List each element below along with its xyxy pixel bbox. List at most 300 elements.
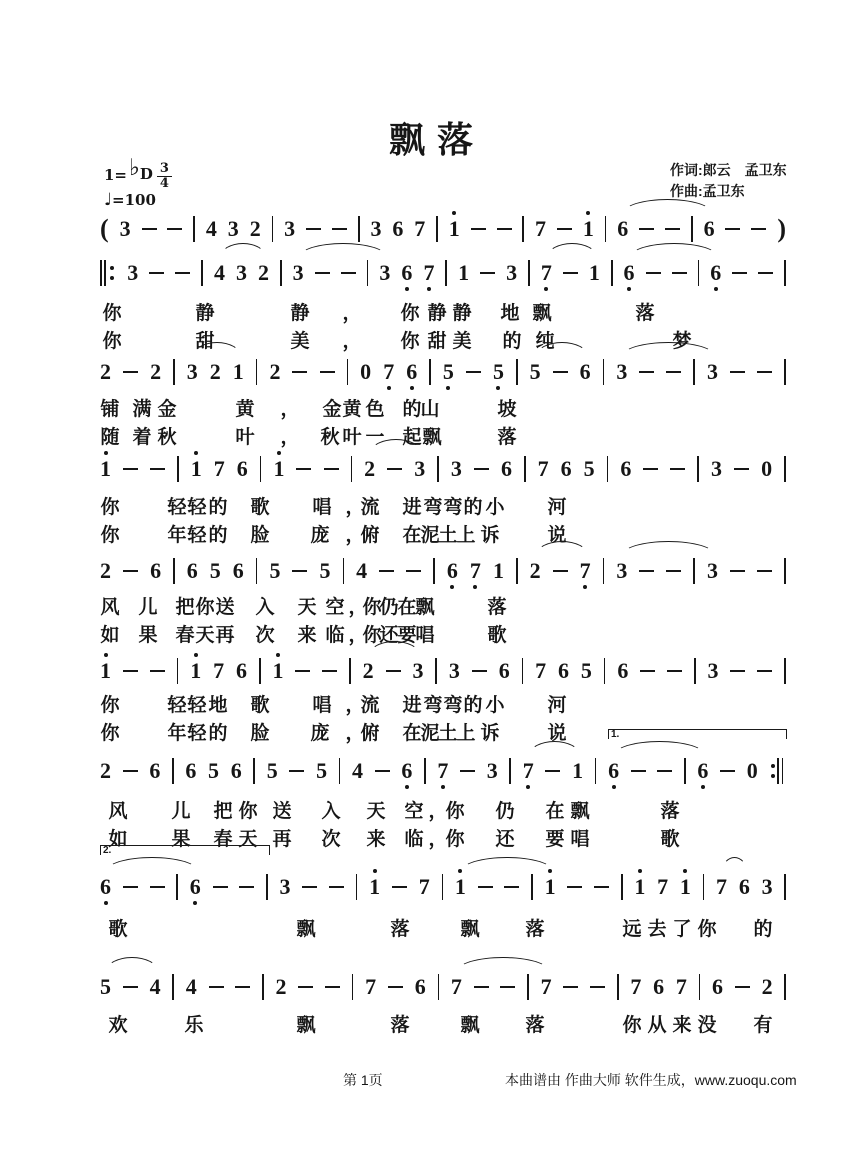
lyric-syllable: 轻 bbox=[167, 695, 187, 716]
dash-note bbox=[392, 886, 407, 888]
lyric-syllable: 流 bbox=[360, 695, 380, 716]
note: 5 bbox=[443, 361, 454, 383]
lyric-syllable: 的 bbox=[463, 497, 483, 518]
lyric-syllable: 黄 bbox=[342, 399, 362, 420]
note: 7 bbox=[423, 262, 434, 284]
barline bbox=[603, 558, 605, 584]
lyric-syllable: 满 bbox=[132, 399, 152, 420]
dash-note bbox=[567, 886, 582, 888]
lyric-syllable: 俯 bbox=[360, 723, 380, 744]
note: 2 bbox=[209, 359, 221, 384]
note: 1 bbox=[272, 660, 283, 682]
lyric-syllable: 泥 bbox=[420, 723, 440, 744]
lyric-syllable: 你 bbox=[238, 801, 258, 822]
note: 3 bbox=[616, 359, 628, 384]
note: 7 bbox=[470, 560, 481, 582]
slur bbox=[106, 857, 198, 871]
dash-note bbox=[289, 770, 304, 772]
lyric-syllable: 仍 bbox=[495, 801, 515, 822]
lyric-syllable: 把 bbox=[213, 801, 233, 822]
lyric-syllable: 静 bbox=[195, 303, 215, 324]
note: 3 bbox=[486, 758, 498, 783]
lyric-syllable: 歌 bbox=[487, 625, 507, 646]
note: 7 bbox=[716, 874, 728, 899]
dash-note bbox=[292, 570, 307, 572]
lyric-syllable: 远 bbox=[622, 919, 642, 940]
octave-dot-low bbox=[387, 386, 391, 390]
note: 4 bbox=[205, 216, 217, 241]
note: 3 bbox=[616, 558, 628, 583]
lyric-syllable: 轻 bbox=[167, 497, 187, 518]
note: 2 bbox=[100, 359, 111, 384]
barline bbox=[173, 359, 175, 385]
dash-note bbox=[341, 272, 356, 274]
lyric-syllable: 还 bbox=[495, 829, 515, 850]
note: 5 bbox=[583, 456, 595, 481]
lyric-syllable: 进 bbox=[402, 695, 422, 716]
lyric-syllable: 你 bbox=[362, 597, 382, 618]
lyric-syllable: 坡 bbox=[497, 399, 517, 420]
dash-note bbox=[123, 986, 138, 988]
meter-denominator: 4 bbox=[157, 176, 172, 191]
barline bbox=[367, 260, 369, 286]
barline bbox=[693, 558, 695, 584]
lyric-syllable: 上 bbox=[456, 723, 476, 744]
lyric-syllable: 来 bbox=[672, 1015, 692, 1036]
dash-note bbox=[563, 986, 578, 988]
octave-dot-high bbox=[104, 653, 108, 657]
song-title: 飘落 bbox=[388, 119, 485, 161]
dash-note bbox=[123, 886, 138, 888]
lyric-syllable: 你 bbox=[400, 303, 420, 324]
note: 6 bbox=[620, 456, 632, 481]
barline bbox=[435, 658, 437, 684]
dash-note bbox=[553, 570, 568, 572]
lyric-syllable: 地 bbox=[208, 695, 228, 716]
slur bbox=[299, 243, 387, 257]
note: 2 bbox=[269, 359, 281, 384]
note: 6 bbox=[150, 558, 162, 583]
note: 6 bbox=[617, 216, 629, 241]
lyric-syllable: 歌 bbox=[250, 497, 270, 518]
lyric-syllable: 你 bbox=[102, 303, 122, 324]
dash-note bbox=[123, 468, 138, 470]
lyric-syllable: 飘 bbox=[570, 801, 590, 822]
barline bbox=[201, 260, 203, 286]
barline bbox=[433, 558, 435, 584]
lyric-syllable: 欢 bbox=[108, 1015, 128, 1036]
note: 7 bbox=[414, 216, 426, 241]
lyric-syllable: 你 bbox=[100, 497, 120, 518]
dash-note bbox=[387, 468, 402, 470]
octave-dot-high bbox=[586, 211, 590, 215]
note: 5 bbox=[319, 558, 331, 583]
dash-note bbox=[329, 886, 344, 888]
note: 1 bbox=[369, 876, 380, 898]
octave-dot-high bbox=[194, 451, 198, 455]
lyric-syllable: 落 bbox=[660, 801, 680, 822]
lyric-syllable: 次 bbox=[255, 625, 275, 646]
dash-note bbox=[666, 371, 681, 373]
barline bbox=[607, 456, 609, 482]
lyric-syllable: 飘 bbox=[296, 919, 316, 940]
dash-note bbox=[292, 371, 307, 373]
barline bbox=[256, 558, 258, 584]
lyric-syllable: 歌 bbox=[660, 829, 680, 850]
dash-note bbox=[557, 228, 572, 230]
music-system-3 bbox=[100, 357, 786, 387]
barline bbox=[177, 456, 179, 482]
note: 3 bbox=[412, 658, 424, 683]
note: 3 bbox=[127, 260, 139, 285]
note: 6 bbox=[406, 361, 417, 383]
barline bbox=[516, 558, 518, 584]
barline bbox=[694, 658, 696, 684]
barline bbox=[266, 874, 268, 900]
dash-note bbox=[732, 272, 747, 274]
dash-note bbox=[472, 670, 487, 672]
dash-note bbox=[730, 570, 745, 572]
note: 1 bbox=[190, 660, 201, 682]
barline bbox=[524, 456, 526, 482]
dash-note bbox=[150, 670, 165, 672]
barline bbox=[272, 216, 274, 242]
lyric-syllable: 你 bbox=[445, 801, 465, 822]
lyric-syllable: 把 bbox=[175, 597, 195, 618]
lyric-syllable: 庞 bbox=[310, 723, 330, 744]
dash-note bbox=[594, 886, 609, 888]
octave-dot-low bbox=[496, 386, 500, 390]
key-signature bbox=[104, 154, 172, 192]
lyric-syllable: 轻 bbox=[187, 723, 207, 744]
lyric-syllable: 歌 bbox=[250, 695, 270, 716]
dash-note bbox=[474, 986, 489, 988]
slur bbox=[722, 857, 747, 871]
dash-note bbox=[466, 371, 481, 373]
dash-note bbox=[672, 272, 687, 274]
lyric-syllable: 秋 bbox=[320, 427, 340, 448]
note: 5 bbox=[269, 558, 281, 583]
lyric-syllable: 再 bbox=[272, 829, 292, 850]
slur bbox=[622, 342, 715, 356]
note: 6 bbox=[232, 558, 244, 583]
lyric-syllable: 落 bbox=[390, 1015, 410, 1036]
lyric-syllable: 来 bbox=[297, 625, 317, 646]
slur bbox=[614, 741, 705, 755]
note: 2 bbox=[249, 216, 261, 241]
octave-dot-low bbox=[544, 287, 548, 291]
lyric-syllable: ， bbox=[348, 625, 368, 646]
dash-note bbox=[497, 228, 512, 230]
dash-note bbox=[657, 770, 672, 772]
note: 4 bbox=[185, 974, 197, 999]
note: 6 bbox=[100, 876, 111, 898]
lyric-syllable: 如 bbox=[100, 625, 120, 646]
dash-note bbox=[640, 670, 655, 672]
dash-note bbox=[639, 570, 654, 572]
note: 1 bbox=[572, 758, 584, 783]
lyric-syllable: 空 bbox=[404, 801, 424, 822]
lyric-syllable: 你 bbox=[102, 331, 122, 352]
barline bbox=[193, 216, 195, 242]
barline bbox=[697, 456, 699, 482]
credits-block bbox=[670, 160, 787, 202]
lyric-syllable: 送 bbox=[215, 597, 235, 618]
note: 1 bbox=[680, 876, 691, 898]
note: 3 bbox=[186, 359, 198, 384]
note: 6 bbox=[236, 456, 248, 481]
dash-note bbox=[406, 570, 421, 572]
note: 1 bbox=[545, 876, 556, 898]
meter-numerator: 3 bbox=[159, 161, 169, 176]
lyric-syllable: 泥 bbox=[420, 525, 440, 546]
octave-dot-high bbox=[638, 869, 642, 873]
note: 3 bbox=[284, 216, 296, 241]
note: 5 bbox=[493, 361, 504, 383]
tempo-value: =100 bbox=[112, 191, 156, 209]
note: 6 bbox=[712, 974, 724, 999]
lyric-syllable: 落 bbox=[525, 1015, 545, 1036]
dash-note bbox=[471, 228, 486, 230]
barline bbox=[617, 974, 619, 1000]
note: 6 bbox=[579, 359, 591, 384]
lyric-syllable: 唱 bbox=[312, 497, 332, 518]
dash-note bbox=[639, 371, 654, 373]
dash-note bbox=[235, 986, 250, 988]
lyric-syllable: 再 bbox=[215, 625, 235, 646]
lyric-syllable: 年 bbox=[167, 525, 187, 546]
repeat-dots bbox=[771, 764, 775, 778]
dash-note bbox=[474, 468, 489, 470]
lyric-syllable: 落 bbox=[635, 303, 655, 324]
octave-dot-low bbox=[410, 386, 414, 390]
note: 2 bbox=[100, 758, 111, 783]
slur bbox=[536, 541, 588, 555]
dash-note bbox=[757, 670, 772, 672]
note: 2 bbox=[362, 658, 374, 683]
lyric-syllable: 河 bbox=[547, 695, 567, 716]
barline bbox=[424, 758, 426, 784]
lyric-syllable: 飘 bbox=[415, 597, 435, 618]
lyric-syllable: 铺 bbox=[100, 399, 120, 420]
octave-dot-high bbox=[373, 869, 377, 873]
lyric-syllable: 秋 bbox=[157, 427, 177, 448]
lyric-syllable: 静 bbox=[290, 303, 310, 324]
dash-note bbox=[375, 770, 390, 772]
lyric-syllable: 叶 bbox=[235, 427, 255, 448]
dash-note bbox=[296, 468, 311, 470]
dash-note bbox=[631, 770, 646, 772]
lyric-syllable: 送 bbox=[272, 801, 292, 822]
note: 7 bbox=[537, 456, 549, 481]
lyric-syllable: 歌 bbox=[108, 919, 128, 940]
dash-note bbox=[757, 371, 772, 373]
lyric-syllable: 要 bbox=[545, 829, 565, 850]
note: 6 bbox=[185, 758, 197, 783]
barline bbox=[693, 359, 695, 385]
note: 2 bbox=[150, 359, 162, 384]
dash-note bbox=[504, 886, 519, 888]
dash-note bbox=[500, 986, 515, 988]
lyric-syllable: 在 bbox=[397, 597, 417, 618]
note: 7 bbox=[535, 216, 546, 241]
slur bbox=[461, 857, 553, 871]
barline bbox=[699, 974, 701, 1000]
lyric-syllable: 弯 bbox=[443, 695, 463, 716]
note: 1 bbox=[100, 660, 111, 682]
lyric-syllable: 次 bbox=[321, 829, 341, 850]
barline bbox=[256, 359, 258, 385]
lyric-syllable: 静 bbox=[427, 303, 447, 324]
key-tonic: D bbox=[139, 164, 153, 183]
note: 0 bbox=[746, 758, 758, 783]
note: 4 bbox=[356, 558, 368, 583]
lyric-syllable: ， bbox=[345, 723, 365, 744]
lyric-syllable: 你 bbox=[100, 723, 120, 744]
lyric-syllable: 弯 bbox=[423, 497, 443, 518]
barline bbox=[611, 260, 613, 286]
lyric-syllable: ， bbox=[345, 695, 365, 716]
volta-label: 1. bbox=[611, 729, 620, 740]
dash-note bbox=[320, 371, 335, 373]
note: 1 bbox=[492, 558, 504, 583]
lyric-syllable: 轻 bbox=[187, 695, 207, 716]
note: 3 bbox=[370, 216, 382, 241]
dash-note bbox=[322, 670, 337, 672]
volta-bracket bbox=[100, 845, 270, 855]
lyric-syllable: 俯 bbox=[360, 525, 380, 546]
lyric-syllable: 起 bbox=[402, 427, 422, 448]
octave-dot-low bbox=[526, 785, 530, 789]
note: 1 bbox=[583, 218, 594, 240]
note: 3 bbox=[450, 456, 462, 481]
lyric-syllable: 小 bbox=[485, 695, 505, 716]
note: 3 bbox=[761, 874, 773, 899]
repeat-end-sign bbox=[769, 758, 785, 784]
lyric-syllable: 乐 bbox=[184, 1015, 204, 1036]
lyric-syllable: 纯 bbox=[535, 331, 555, 352]
music-system-5 bbox=[100, 556, 786, 586]
slur bbox=[457, 957, 549, 971]
lyric-syllable: 唱 bbox=[312, 695, 332, 716]
barline bbox=[352, 974, 354, 1000]
lyric-syllable: 静 bbox=[452, 303, 472, 324]
lyric-syllable: 随 bbox=[100, 427, 120, 448]
lyric-syllable: 美 bbox=[452, 331, 472, 352]
note: 1 bbox=[273, 458, 284, 480]
lyric-syllable: 你 bbox=[697, 919, 717, 940]
note: 7 bbox=[630, 974, 642, 999]
dash-note bbox=[730, 371, 745, 373]
dash-note bbox=[149, 272, 164, 274]
repeat-dots bbox=[110, 266, 114, 280]
lyric-syllable: 飘 bbox=[532, 303, 552, 324]
note: 7 bbox=[383, 361, 394, 383]
dash-note bbox=[757, 570, 772, 572]
lyric-syllable: 飘 bbox=[460, 1015, 480, 1036]
note: 2 bbox=[258, 260, 269, 285]
dash-note bbox=[666, 570, 681, 572]
slur bbox=[547, 243, 597, 257]
lyric-syllable: 儿 bbox=[171, 801, 191, 822]
dash-note bbox=[735, 986, 750, 988]
barline bbox=[351, 456, 353, 482]
dash-note bbox=[123, 670, 138, 672]
barline bbox=[176, 874, 178, 900]
note: 7 bbox=[580, 560, 591, 582]
dash-note bbox=[720, 770, 735, 772]
note: 6 bbox=[190, 876, 201, 898]
barline bbox=[784, 974, 786, 1000]
volta-label: 2. bbox=[103, 845, 112, 856]
lyric-syllable: 飘 bbox=[296, 1015, 316, 1036]
dash-note bbox=[480, 272, 495, 274]
note: 6 bbox=[558, 658, 569, 683]
dash-note bbox=[302, 886, 317, 888]
note: 6 bbox=[617, 658, 629, 683]
note: 6 bbox=[392, 216, 404, 241]
lyric-syllable: 天 bbox=[195, 625, 215, 646]
slur bbox=[106, 957, 158, 971]
lyric-syllable: 还 bbox=[379, 625, 399, 646]
dash-note bbox=[142, 228, 157, 230]
lyric-syllable: 的 bbox=[402, 399, 422, 420]
lyric-syllable: 飘 bbox=[460, 919, 480, 940]
barline bbox=[509, 758, 511, 784]
lyric-syllable: 春 bbox=[175, 625, 195, 646]
lyric-syllable: 有 bbox=[753, 1015, 773, 1036]
barline bbox=[784, 260, 786, 286]
note: 7 bbox=[213, 658, 225, 683]
dash-note bbox=[150, 886, 165, 888]
note: 5 bbox=[100, 974, 111, 999]
lyric-syllable: 你 bbox=[100, 525, 120, 546]
barline bbox=[703, 874, 705, 900]
lyric-syllable: 落 bbox=[487, 597, 507, 618]
note: 1 bbox=[449, 218, 460, 240]
barline bbox=[280, 260, 282, 286]
dash-note bbox=[730, 670, 745, 672]
lyric-syllable: 落 bbox=[390, 919, 410, 940]
lyric-syllable: 去 bbox=[647, 919, 667, 940]
lyric-syllable: 年 bbox=[167, 723, 187, 744]
lyric-syllable: 在 bbox=[545, 801, 565, 822]
barline bbox=[595, 758, 597, 784]
note: 1 bbox=[458, 260, 470, 285]
note: 3 bbox=[707, 359, 719, 384]
dash-note bbox=[123, 371, 138, 373]
lyric-syllable: 在 bbox=[402, 723, 422, 744]
octave-dot-low bbox=[446, 386, 450, 390]
note: 3 bbox=[235, 260, 247, 285]
note: 6 bbox=[447, 560, 458, 582]
octave-dot-high bbox=[683, 869, 687, 873]
dash-note bbox=[643, 468, 658, 470]
note: 1 bbox=[232, 359, 244, 384]
note: 7 bbox=[535, 658, 547, 683]
lyric-syllable: 落 bbox=[497, 427, 517, 448]
parenthesis: ( bbox=[100, 214, 109, 243]
lyric-syllable: 金 bbox=[157, 399, 177, 420]
note: 3 bbox=[506, 260, 518, 285]
barline bbox=[356, 874, 358, 900]
note: 5 bbox=[580, 658, 592, 683]
octave-dot-low bbox=[583, 585, 587, 589]
barline bbox=[698, 260, 700, 286]
lyric-syllable: 临 bbox=[404, 829, 424, 850]
lyric-syllable: 你 bbox=[622, 1015, 642, 1036]
dash-note bbox=[315, 272, 330, 274]
